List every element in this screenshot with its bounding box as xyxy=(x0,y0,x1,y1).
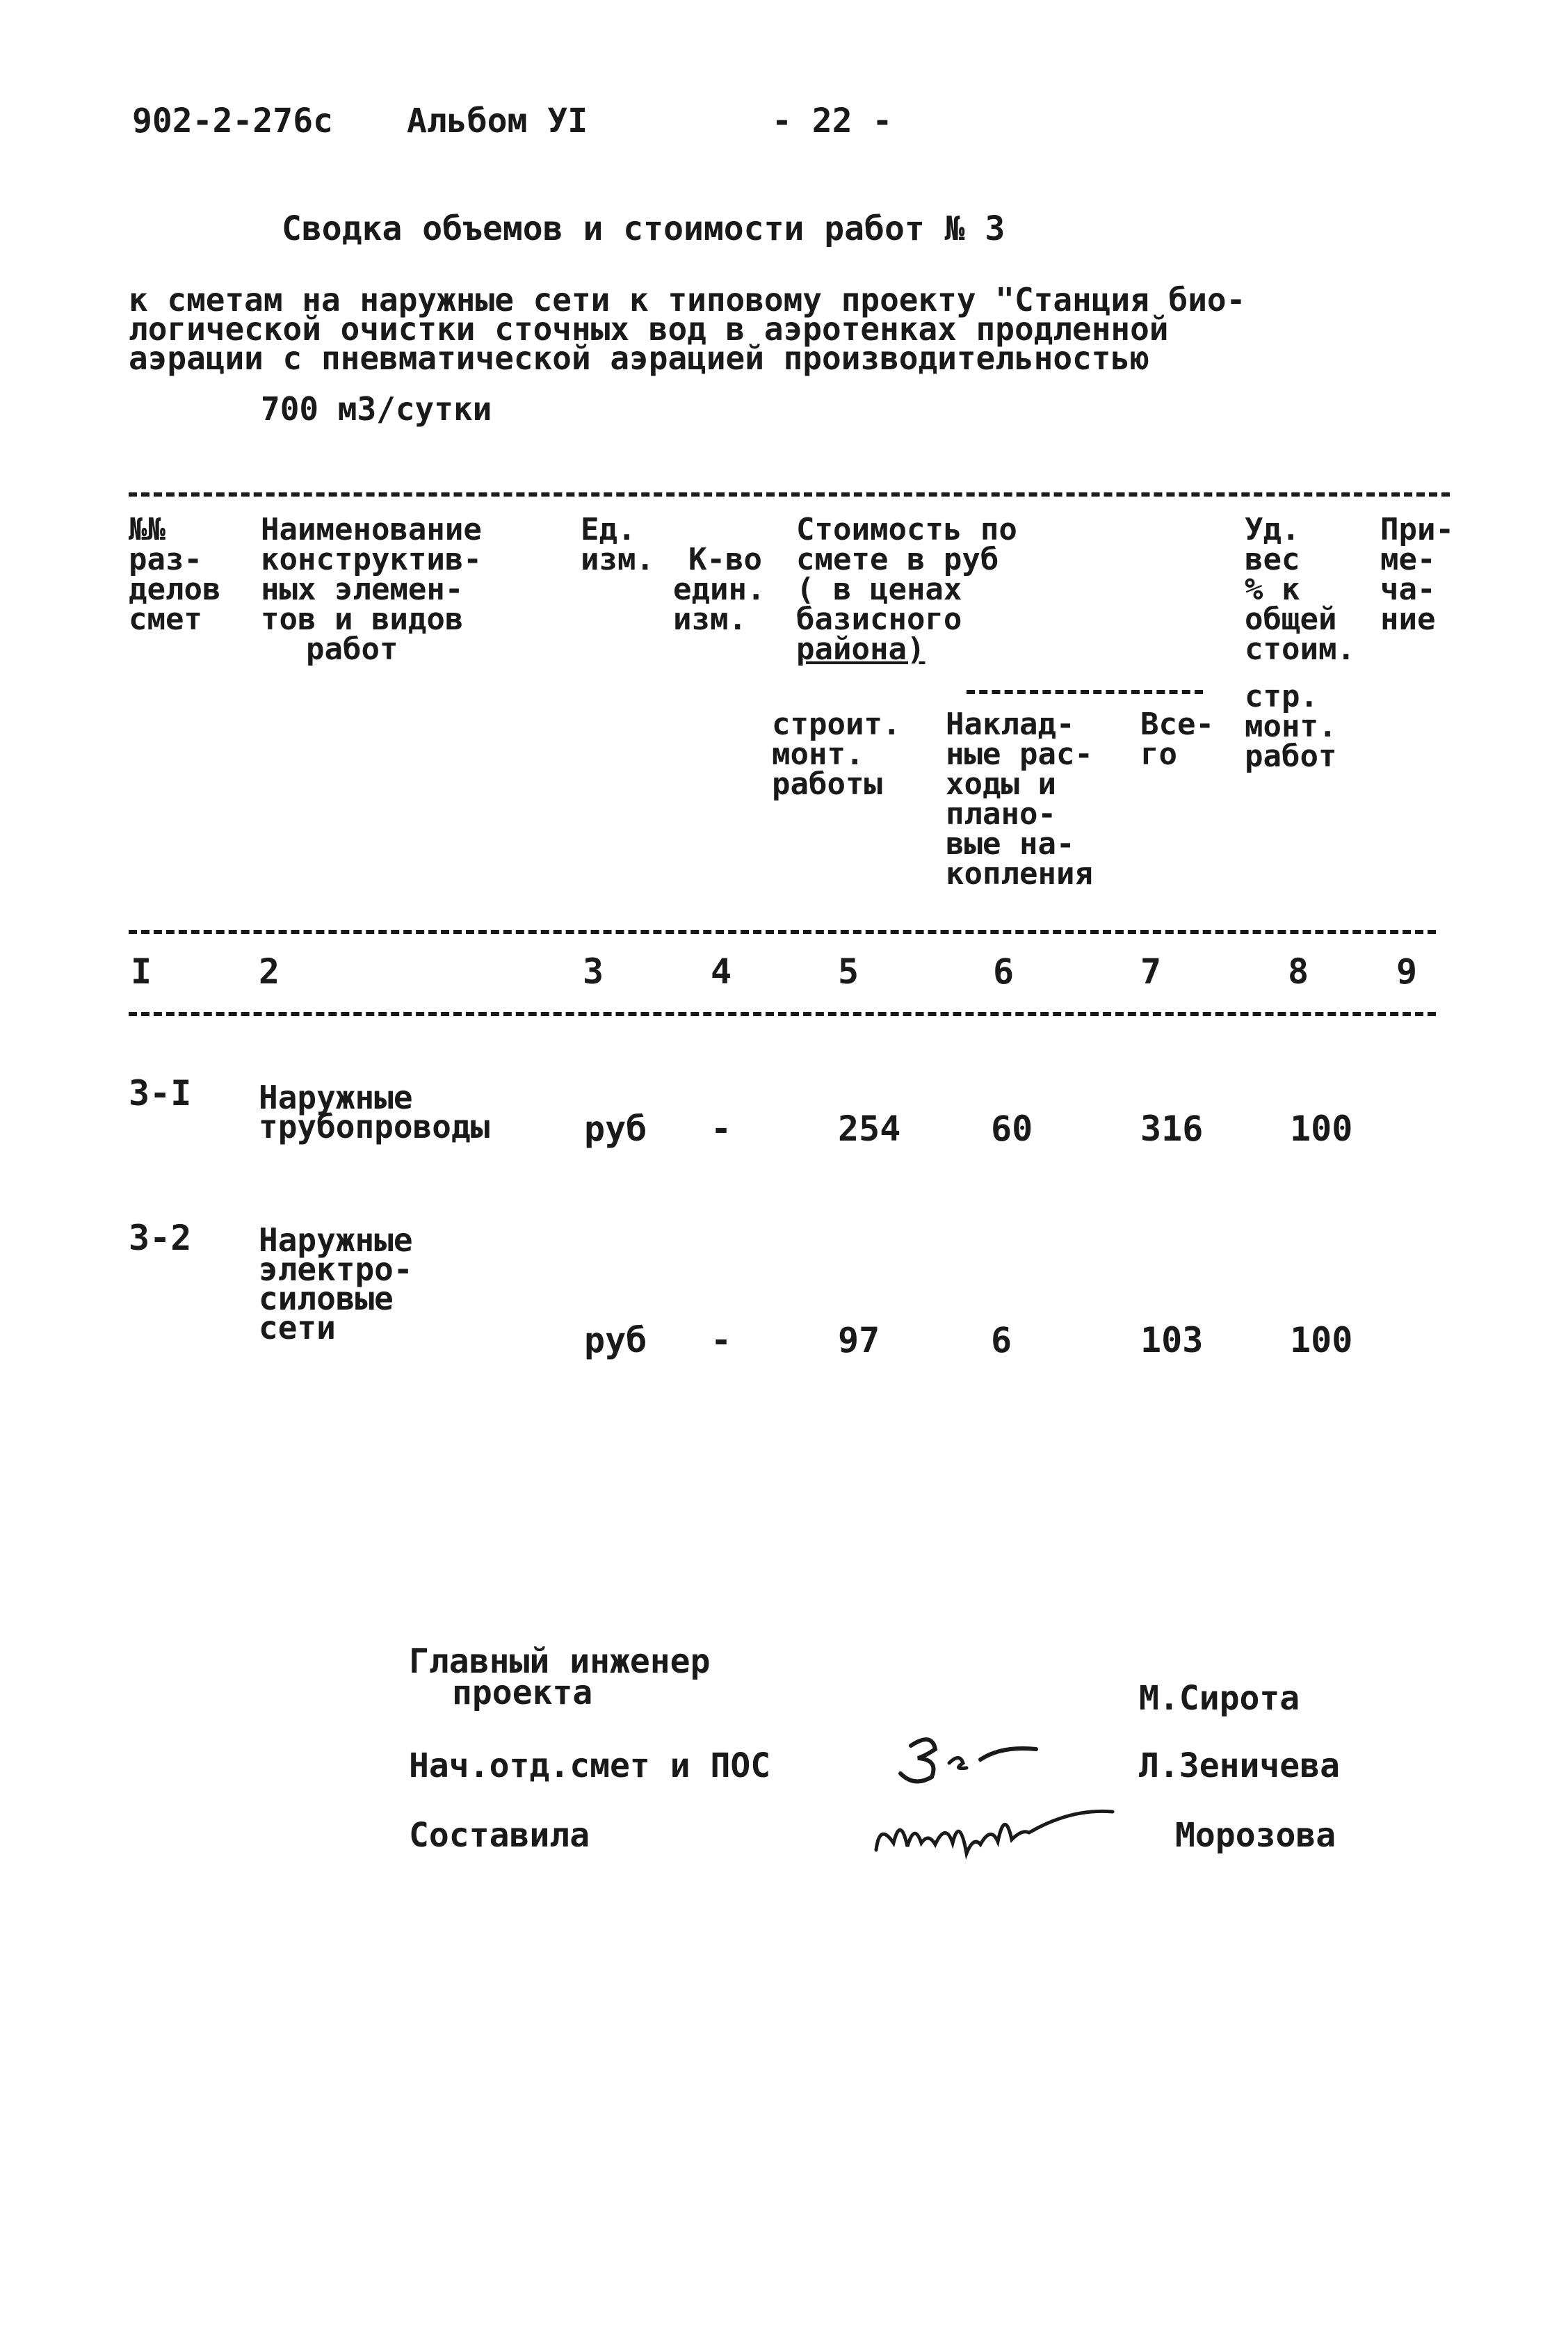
row-construction-cost: 97 xyxy=(838,1320,880,1360)
header-cost-line5: района) xyxy=(796,631,926,667)
header-col2-line2: конструктив- xyxy=(261,542,482,577)
subtitle-line-2: логической очистки сточных вод в аэротенках продленной xyxy=(129,310,1169,348)
row-unit: руб xyxy=(584,1320,647,1360)
header-col2-line5: работ xyxy=(306,631,398,667)
row-share-percent: 100 xyxy=(1290,1109,1353,1149)
column-number-8: 8 xyxy=(1288,951,1309,992)
header-col8-line6: стр. xyxy=(1245,679,1318,714)
row-name-line: Наружные xyxy=(259,1079,413,1116)
handwritten-signature-1 xyxy=(883,1725,1064,1794)
header-col6-line4: плано- xyxy=(946,796,1056,832)
subtitle-line-3: аэрации с пневматической аэрацией производительностью xyxy=(129,339,1149,377)
header-col8-line7: монт. xyxy=(1245,709,1337,744)
header-col6-line3: ходы и xyxy=(946,766,1056,802)
row-overhead-cost: 6 xyxy=(991,1320,1012,1360)
signature-name: Морозова xyxy=(1175,1816,1336,1855)
signature-name: Л.Зеничева xyxy=(1139,1746,1340,1785)
header-col1-line3: делов xyxy=(129,572,221,607)
header-col8-line1: Уд. xyxy=(1245,512,1300,547)
header-col4-line2: един. xyxy=(673,572,766,607)
subtitle-line-1: к сметам на наружные сети к типовому проекту "Станция био- xyxy=(129,281,1246,319)
header-cost-line3: ( в ценах xyxy=(796,572,962,607)
signature-role-line: Нач.отд.смет и ПОС xyxy=(409,1746,771,1785)
header-col4-line3: изм. xyxy=(673,602,747,637)
handwritten-signature-2 xyxy=(862,1794,1126,1871)
header-col8-line8: работ xyxy=(1245,739,1337,774)
row-name-line: силовые xyxy=(259,1280,394,1317)
signature-role-line: Главный инженер xyxy=(409,1642,711,1681)
header-col5-line3: работы xyxy=(772,766,882,802)
header-col3-line1: Ед. xyxy=(581,512,636,547)
header-col8-line2: вес xyxy=(1245,542,1300,577)
row-unit: руб xyxy=(584,1109,647,1149)
signature-name: М.Сирота xyxy=(1139,1679,1300,1718)
header-col4-line1: К-во xyxy=(688,542,762,577)
header-col1-line4: смет xyxy=(129,602,202,637)
header-col1-line2: раз- xyxy=(129,542,202,577)
header-col6-line1: Наклад- xyxy=(946,707,1075,742)
subtitle-line-4: 700 м3/сутки xyxy=(261,390,492,428)
header-col9-line1: При- xyxy=(1380,512,1454,547)
row-qty: - xyxy=(711,1109,732,1149)
row-name-line: сети xyxy=(259,1309,336,1346)
header-col9-line3: ча- xyxy=(1380,572,1436,607)
header-cost-line1: Стоимость по xyxy=(796,512,1017,547)
header-col5-line1: строит. xyxy=(772,707,901,742)
album-label: Альбом УI xyxy=(407,102,588,140)
header-col6-line6: копления xyxy=(946,856,1093,892)
header-col8-line3: % к xyxy=(1245,572,1300,607)
row-name-line: Наружные xyxy=(259,1221,413,1259)
document-title: Сводка объемов и стоимости работ № 3 xyxy=(282,209,1005,248)
header-col9-line2: ме- xyxy=(1380,542,1436,577)
signature-role-line: Составила xyxy=(409,1816,590,1855)
header-col6-line5: вые на- xyxy=(946,826,1075,862)
signature-role-line: проекта xyxy=(452,1673,593,1712)
header-col8-line4: общей xyxy=(1245,602,1337,637)
header-col7-line2: го xyxy=(1140,737,1177,772)
column-number-7: 7 xyxy=(1140,951,1162,992)
row-construction-cost: 254 xyxy=(838,1109,901,1149)
header-col7-line1: Все- xyxy=(1140,707,1214,742)
row-total-cost: 316 xyxy=(1140,1109,1204,1149)
header-col2-line3: ных элемен- xyxy=(261,572,464,607)
column-number-6: 6 xyxy=(993,951,1015,992)
table-top-rule xyxy=(129,492,1450,497)
document-code: 902-2-276с xyxy=(132,102,333,140)
table-header-bottom-rule xyxy=(129,1012,1436,1016)
column-number-1: I xyxy=(131,951,152,992)
column-numbers-top-rule xyxy=(129,930,1436,934)
row-name-line: трубопроводы xyxy=(259,1108,490,1145)
column-number-9: 9 xyxy=(1396,951,1418,992)
column-number-4: 4 xyxy=(711,951,732,992)
row-name-line: электро- xyxy=(259,1250,413,1288)
column-number-3: 3 xyxy=(583,951,604,992)
row-number: 3-I xyxy=(129,1073,192,1113)
header-col2-line4: тов и видов xyxy=(261,602,464,637)
page-number: - 22 - xyxy=(772,102,893,140)
header-col3-line2: изм. xyxy=(581,542,654,577)
column-number-5: 5 xyxy=(838,951,859,992)
column-number-2: 2 xyxy=(259,951,280,992)
row-share-percent: 100 xyxy=(1290,1320,1353,1360)
row-number: 3-2 xyxy=(129,1218,192,1258)
header-cost-line4: базисного xyxy=(796,602,962,637)
header-cost-line2: смете в руб xyxy=(796,542,999,577)
cost-group-rule xyxy=(967,690,1203,694)
header-col8-line5: стоим. xyxy=(1245,631,1355,667)
header-col1-line1: №№ xyxy=(129,512,165,547)
row-qty: - xyxy=(711,1320,732,1360)
row-overhead-cost: 60 xyxy=(991,1109,1033,1149)
header-col9-line4: ние xyxy=(1380,602,1436,637)
header-col5-line2: монт. xyxy=(772,737,864,772)
header-col2-line1: Наименование xyxy=(261,512,482,547)
row-total-cost: 103 xyxy=(1140,1320,1204,1360)
header-col6-line2: ные рас- xyxy=(946,737,1093,772)
